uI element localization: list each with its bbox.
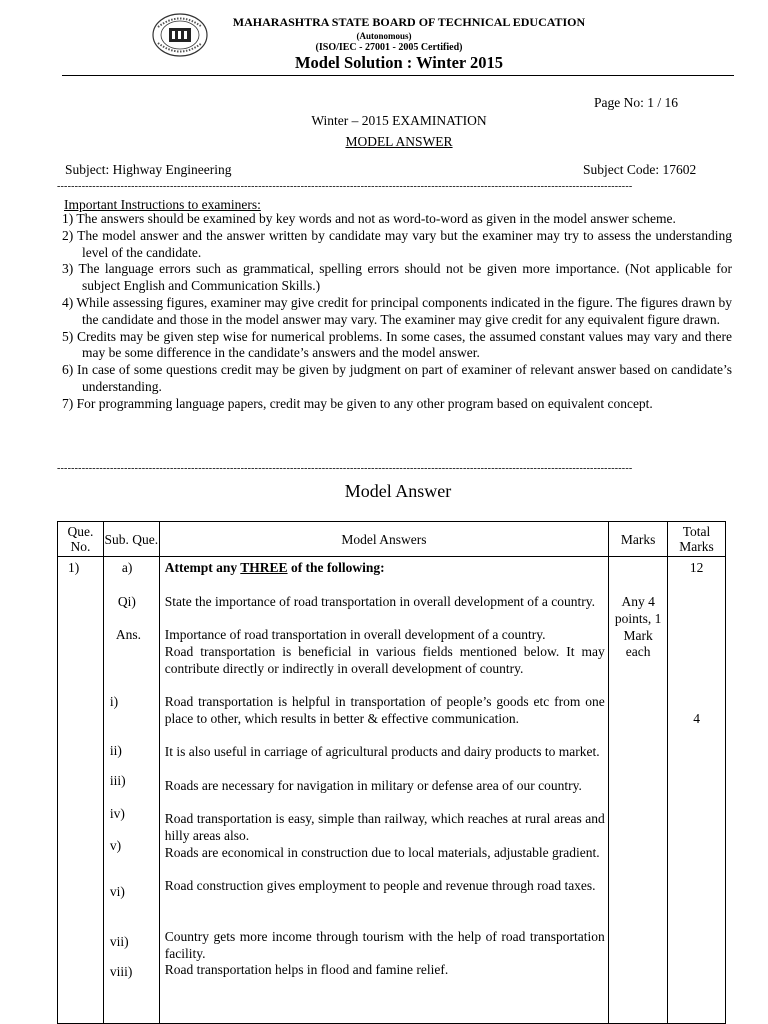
point-label-v: v) [109, 838, 122, 853]
answer-point-viii: Road transportation helps in flood and famine relief. [164, 962, 449, 977]
que-no-cell [58, 557, 104, 1024]
answer-point-vii: Country gets more income through tourism with the help of road transportation facility. [164, 929, 605, 961]
instruction-item: 3) The language errors such as grammatical, spelling errors should not be given more importance. (Not applicable for subject English and Communication Skills.) [62, 261, 732, 294]
page-number: Page No: 1 / 16 [594, 95, 678, 110]
instructions-list [62, 211, 732, 413]
autonomous-label: (Autonomous) [356, 31, 412, 41]
instruction-item: 2) The model answer and the answer written by candidate may vary but the examiner may try to assess the understanding level of the candidate. [62, 227, 732, 260]
header-divider [62, 75, 734, 76]
answer-heading: Importance of road transportation in overall development of a country. [164, 627, 546, 642]
model-answer-title: Model Answer [344, 481, 452, 501]
total-marks-cell [668, 557, 726, 1024]
question-text: State the importance of road transportation in overall development of a country. [164, 594, 596, 609]
header-marks: Marks [609, 522, 668, 557]
marks-note: Any 4 points, 1 Mark each [614, 594, 662, 660]
instruction-item: 4) While assessing figures, examiner may give credit for principal components indicated in the figure. The figures drawn by the candidate and those in the model answer may vary. The examiner may give credit for any equivalent figure drawn. [62, 294, 732, 327]
point-label-i: i) [109, 694, 119, 709]
table-header-row [58, 522, 726, 557]
marks-cell [609, 557, 668, 1024]
answer-point-i: Road transportation is helpful in transportation of people’s goods etc from one place to other, which results in better & effective communication. [164, 694, 605, 726]
point-label-ii: ii) [109, 743, 122, 758]
point-label-vii: vii) [109, 934, 129, 949]
board-name: MAHARASHTRA STATE BOARD OF TECHNICAL EDUCATION [232, 15, 586, 29]
point-label-iii: iii) [109, 773, 126, 788]
instruction-item: 1) The answers should be examined by key words and not as word-to-word as given in the model answer scheme. [62, 211, 676, 226]
attempt-instruction: Attempt any THREE of the following: [164, 560, 385, 575]
sub-que-qi: Qi) [117, 594, 136, 609]
instruction-item: 7) For programming language papers, credit may be given to any other program based on equivalent concept. [62, 395, 653, 411]
header-sub-que: Sub. Que. [103, 522, 159, 557]
answer-point-iii: Roads are necessary for navigation in military or defense area of our country. [164, 778, 582, 793]
answer-point-v: Roads are economical in construction due to local materials, adjustable gradient. [164, 845, 600, 860]
dashed-divider: ------------------------------------------------------------------------------------------------------------------------------------------------------------------- [57, 466, 633, 474]
point-label-viii: viii) [109, 964, 133, 979]
answer-point-ii: It is also useful in carriage of agricultural products and dairy products to market. [164, 744, 600, 759]
model-answer-table [57, 521, 726, 1024]
header-total-marks: Total Marks [668, 522, 726, 557]
point-label-iv: iv) [109, 806, 125, 821]
point-label-vi: vi) [109, 884, 125, 899]
header-model-answers: Model Answers [159, 522, 608, 557]
answer-cell [159, 557, 608, 1024]
total-marks-12: 12 [689, 560, 704, 575]
subject-label: Subject: Highway Engineering [65, 162, 232, 177]
sub-que-a: a) [121, 560, 133, 575]
exam-title: Winter – 2015 EXAMINATION [311, 113, 487, 128]
sub-que-cell [103, 557, 159, 1024]
instruction-item: 6) In case of some questions credit may be given by judgment on part of examiner of relevant answer based on candidate’s understanding. [62, 362, 732, 394]
certification-label: (ISO/IEC - 27001 - 2005 Certified) [315, 42, 463, 53]
sub-que-ans: Ans. [115, 627, 142, 642]
total-marks-4: 4 [693, 711, 700, 726]
solution-title: Model Solution : Winter 2015 [294, 53, 504, 72]
answer-point-vi: Road construction gives employment to people and revenue through road taxes. [164, 878, 596, 893]
instructions-title: Important Instructions to examiners: [64, 197, 261, 212]
table-row [58, 557, 726, 1024]
dashed-divider: ------------------------------------------------------------------------------------------------------------------------------------------------------------------- [57, 184, 633, 192]
instruction-item: 5) Credits may be given step wise for numerical problems. In some cases, the assumed constant values may vary and there may be some difference in the candidate’s answers and the model answer. [62, 328, 732, 361]
que-no: 1) [68, 560, 80, 575]
answer-intro: Road transportation is beneficial in various fields mentioned below. It may contribute directly or indirectly in overall development of country. [164, 644, 605, 676]
model-answer-heading: MODEL ANSWER [345, 134, 453, 149]
subject-code: Subject Code: 17602 [583, 162, 697, 177]
header-que-no: Que. No. [58, 522, 104, 557]
answer-point-iv: Road transportation is easy, simple than railway, which reaches at rural areas and hilly areas also. [164, 811, 605, 843]
